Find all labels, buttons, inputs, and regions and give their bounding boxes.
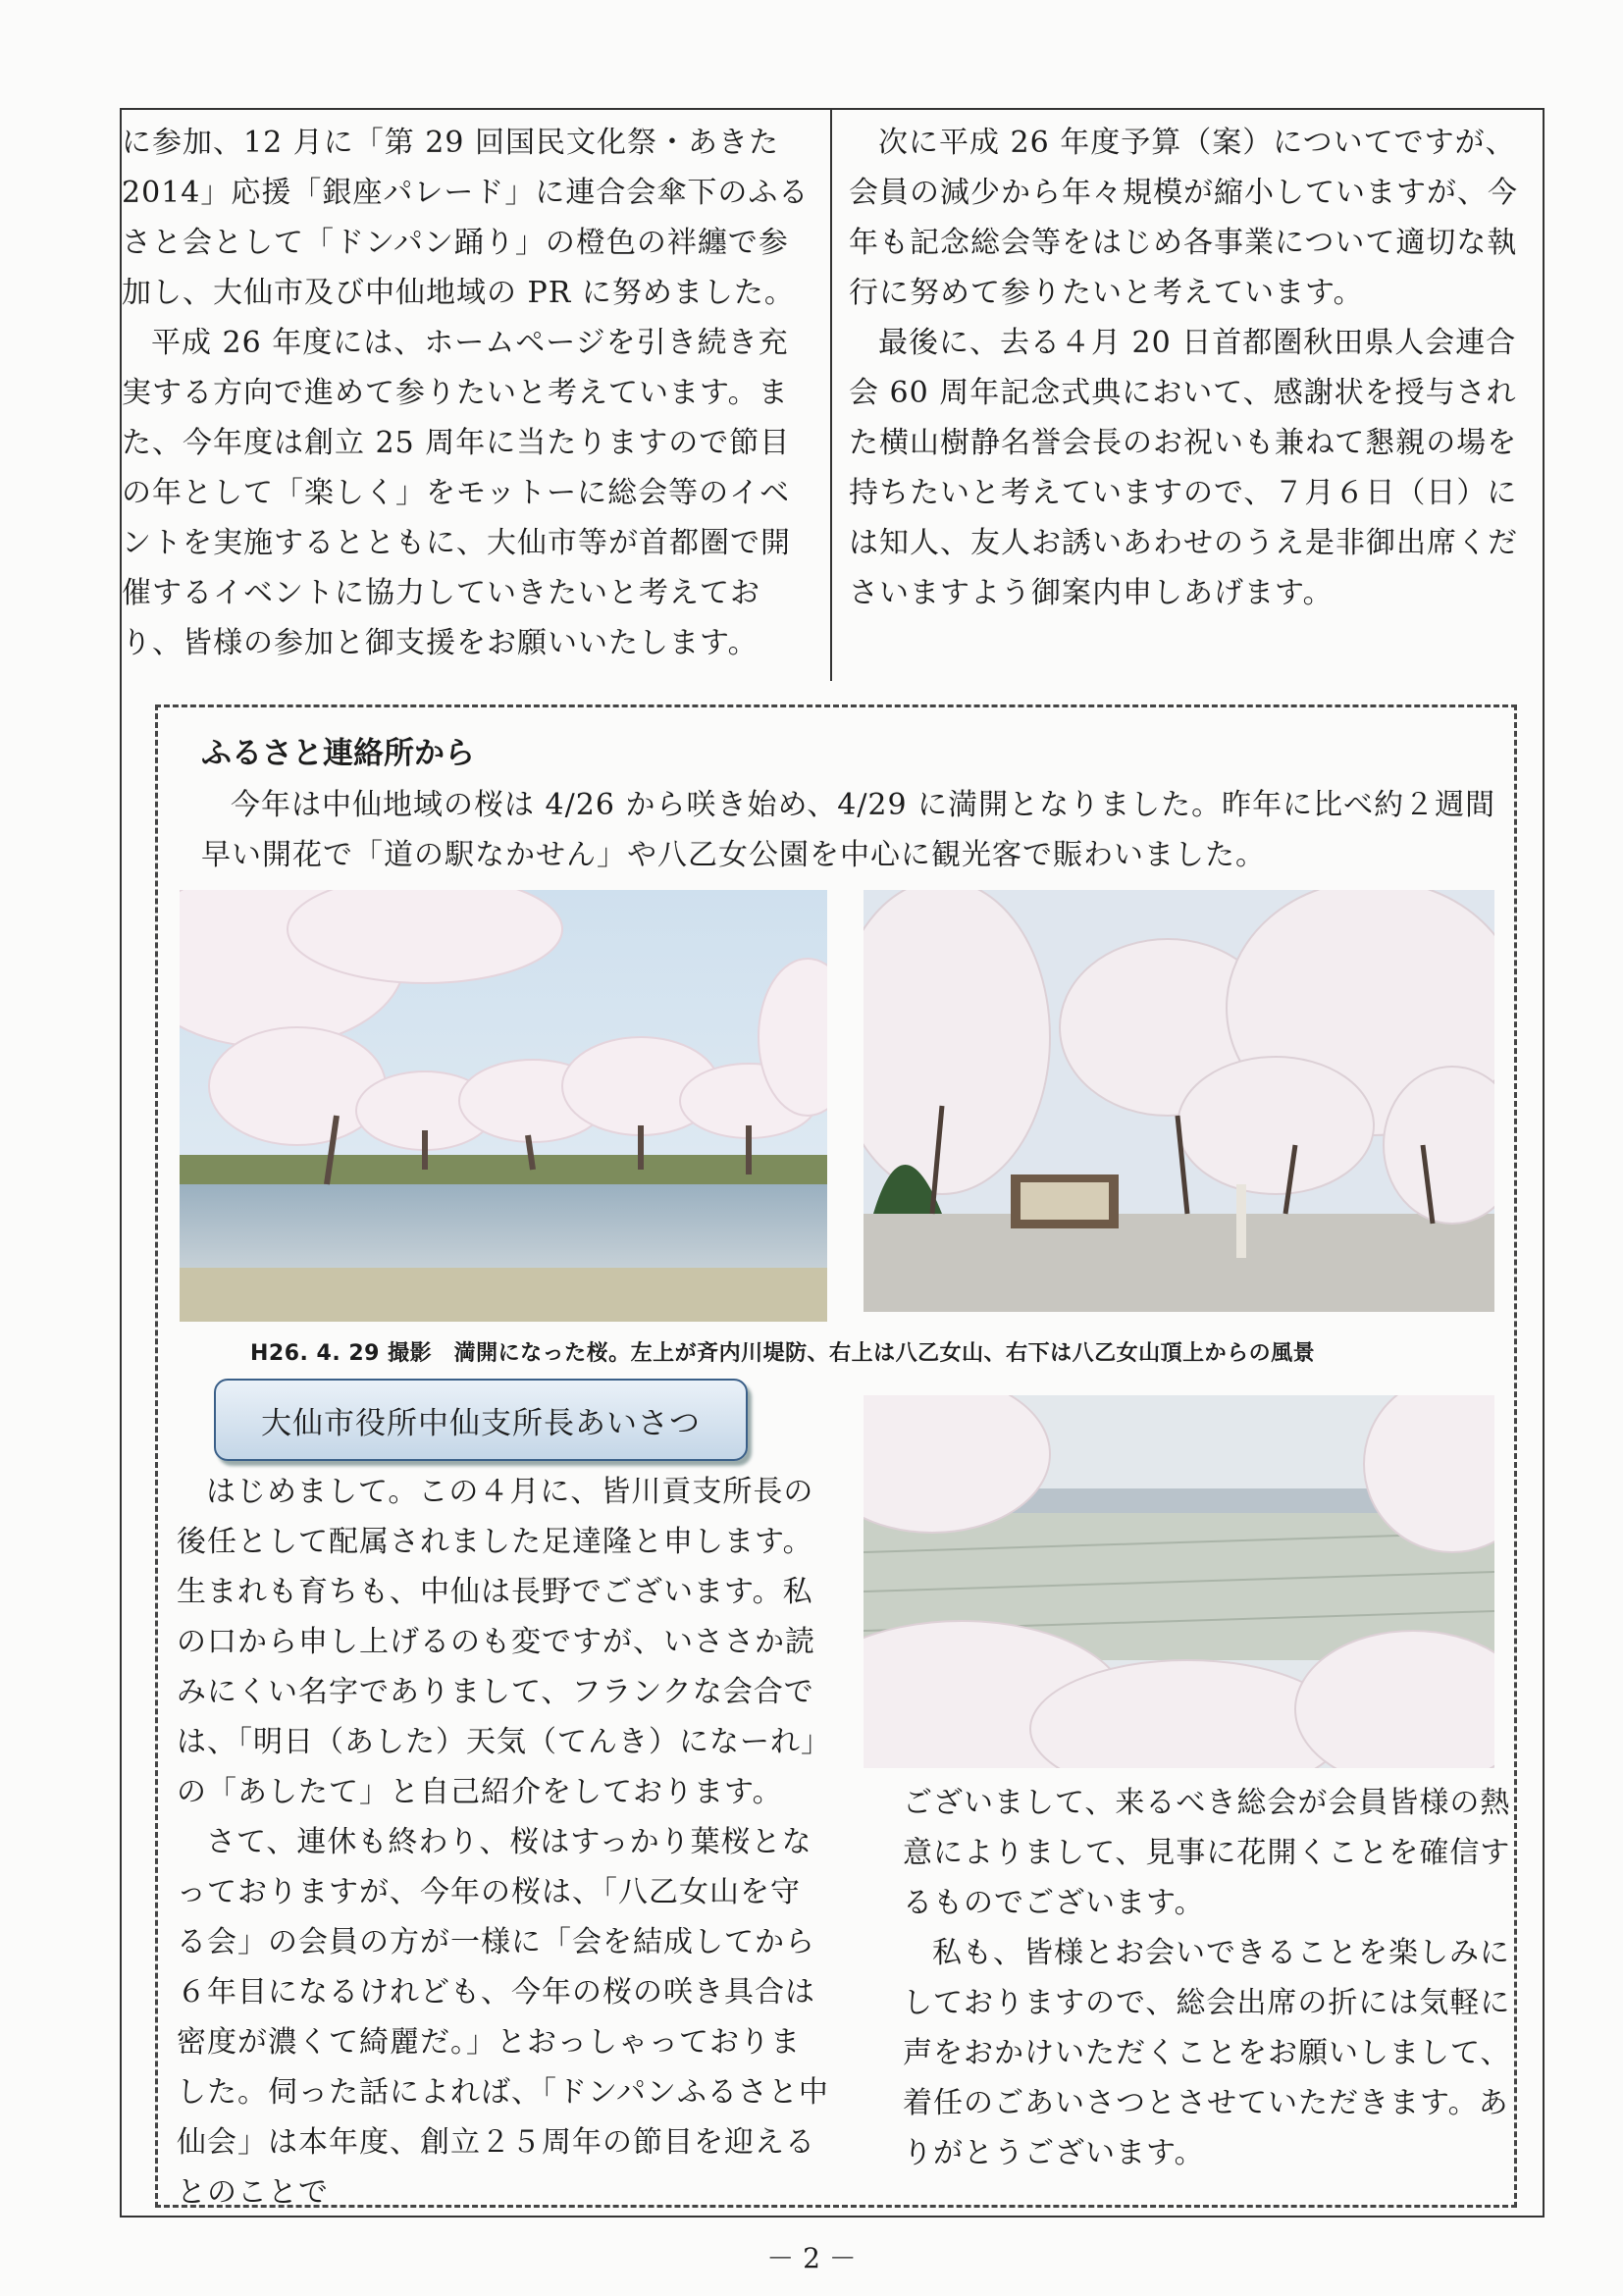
photo-sainai-river-embankment — [180, 890, 827, 1322]
photo-yaotome-mountain — [864, 890, 1494, 1312]
greeting-paragraph-1: はじめまして。この４月に、皆川貢支所長の後任として配属されました足達隆と申します。生まれも育ちも、中仙は長野でございます。私の口から申し上げるのも変ですが、いささか読みにくい名字でありまして、フランクな会合では、「明日（あした）天気（てんき）になーれ」の「あしたて」と自己紹介をしております。 — [177, 1475, 816, 1809]
top-right-column — [849, 118, 1536, 618]
page-number: － 2 － — [766, 2242, 857, 2274]
top-right-paragraph-2: 最後に、去る４月 20 日首都圏秋田県人会連合会 60 周年記念式典において、感謝状を授与された横山樹静名誉会長のお祝いも兼ねて懇親の場を持ちたいと考えていますので、７月６日（日）には知人、友人お誘いあわせのうえ是非御出席くださいますよう御案内申しあげます。 — [849, 326, 1518, 610]
greeting-title: 大仙市役所中仙支所長あいさつ — [261, 1405, 701, 1441]
top-columns — [122, 118, 1535, 687]
top-right-paragraph-1: 次に平成 26 年度予算（案）についてですが、会員の減少から年々規模が縮小していますが、今年も記念総会等をはじめ各事業について適切な執行に努めて参りたいと考えています。 — [849, 126, 1518, 310]
top-left-paragraph-2: 平成 26 年度には、ホームページを引き続き充実する方向で進めて参りたいと考えています。また、今年度は創立 25 周年に当たりますので節目の年として「楽しく」をモットーに総会等のイベントを実施するとともに、大仙市等が首都圏で開催するイベントに協力していきたいと考えており、皆様の参加と御支援をお願いいたします。 — [122, 326, 791, 660]
greeting-right-column — [903, 1778, 1511, 2178]
greeting-title-box — [214, 1379, 748, 1461]
furusato-title: ふるさと連絡所から — [201, 736, 475, 771]
photo-yaotome-summit-view — [864, 1395, 1494, 1768]
top-left-column — [122, 118, 814, 668]
photo-caption: H26. 4. 29 撮影 満開になった桜。左上が斉内川堤防、右上は八乙女山、右下は八乙女山頂上からの風景 — [250, 1341, 1316, 1366]
furusato-body: 今年は中仙地域の桜は 4/26 から咲き始め、4/29 に満開となりました。昨年に比べ約２週間早い開花で「道の駅なかせん」や八乙女公園を中心に観光客で賑わいました。 — [201, 788, 1496, 872]
greeting-paragraph-4: 私も、皆様とお会いできることを楽しみにしておりますので、総会出席の折には気軽に声をおかけいただくことをお願いしまして、着任のごあいさつとさせていただきます。ありがとうございます。 — [903, 1936, 1511, 2170]
greeting-paragraph-2: さて、連休も終わり、桜はすっかり葉桜となっておりますが、今年の桜は、「八乙女山を守る会」の会員の方が一様に「会を結成してから６年目になるけれども、今年の桜の咲き具合は密度が濃くて綺麗だ。」とおっしゃっておりました。伺った話によれば、「ドンパンふるさと中仙会」は本年度、創立２５周年の節目を迎えるとのことで — [177, 1825, 829, 2210]
greeting-paragraph-3: ございまして、来るべき総会が会員皆様の熱意によりまして、見事に花開くことを確信するものでございます。 — [903, 1786, 1511, 1920]
top-left-paragraph-1: に参加、12 月に「第 29 回国民文化祭・あきた 2014」応援「銀座パレード」に連合会傘下のふるさと会として「ドンパン踊り」の橙色の袢纏で参加し、大仙市及び中仙地域の PR に努めました。 — [122, 126, 810, 310]
column-divider — [830, 110, 832, 681]
greeting-left-column — [177, 1467, 829, 2218]
